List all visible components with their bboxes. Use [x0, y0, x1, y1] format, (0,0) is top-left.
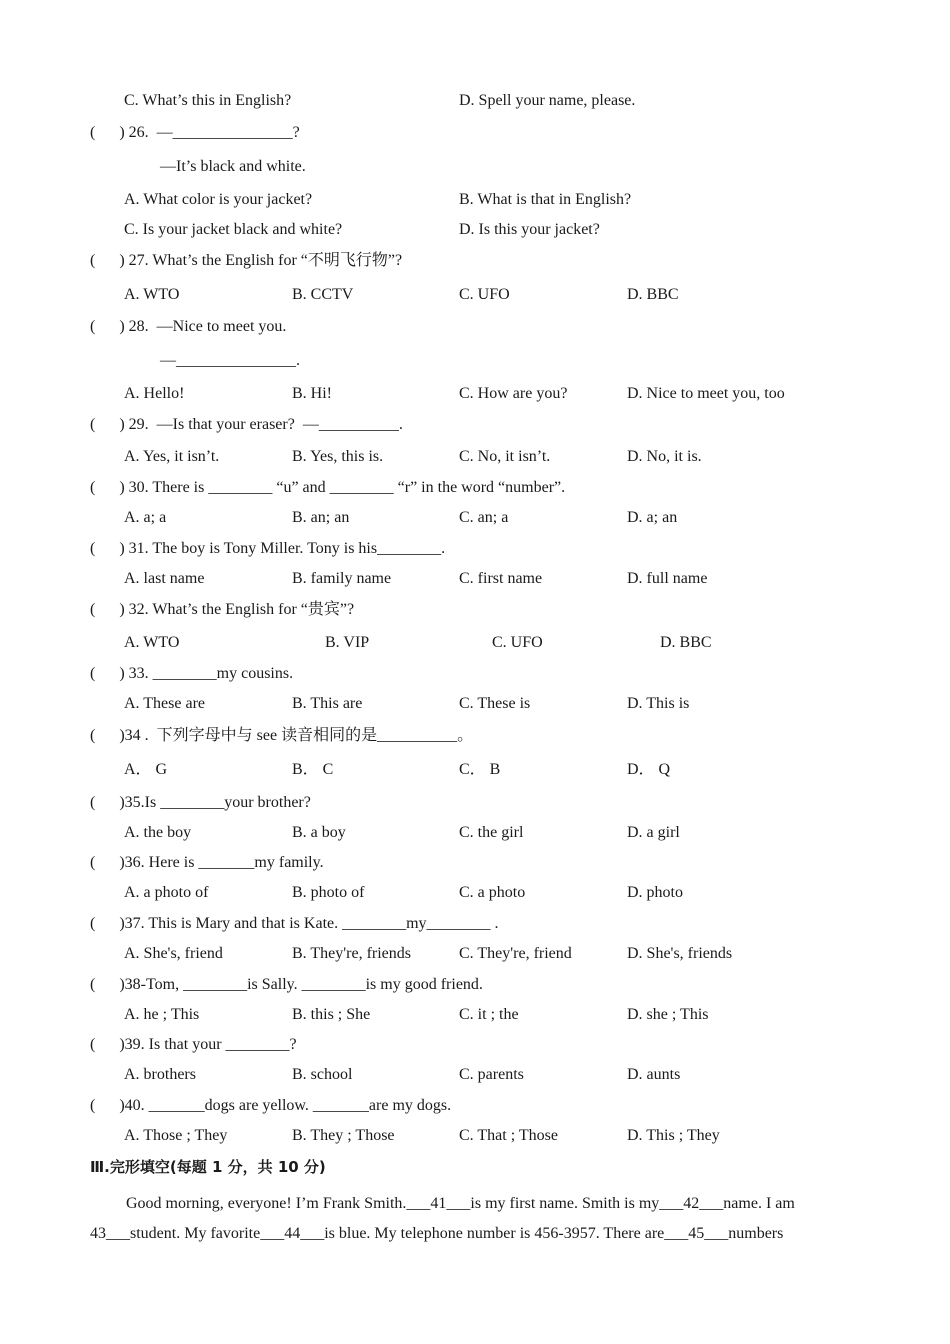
question-37-option-d: D. She's, friends	[627, 945, 733, 962]
question-38-option-c: C. it ; the	[459, 1006, 519, 1023]
cloze-paragraph-line-1: Good morning, everyone! I’m Frank Smith.___41___is my first name. Smith is my___42___name. I am	[126, 1195, 795, 1212]
question-39-stem: ( )39. Is that your ________?	[90, 1036, 297, 1053]
question-26-option-c: C. Is your jacket black and white?	[124, 221, 343, 238]
section-heading: Ⅲ.完形填空(每题 1 分，共 10 分)	[90, 1158, 326, 1176]
question-30-option-d: D. a; an	[627, 509, 678, 526]
question-39-option-b: B. school	[292, 1066, 353, 1083]
question-25-option-d: D. Spell your name, please.	[459, 92, 636, 109]
question-29-option-b: B. Yes, this is.	[292, 448, 384, 465]
question-32-stem: ( ) 32. What’s the English for “贵宾”?	[90, 601, 355, 618]
question-35-option-d: D. a girl	[627, 824, 680, 841]
question-28-option-d: D. Nice to meet you, too	[627, 385, 785, 402]
question-40-option-d: D. This ; They	[627, 1127, 720, 1144]
question-33-option-c: C. These is	[459, 695, 531, 712]
question-26-option-a: A. What color is your jacket?	[124, 191, 313, 208]
question-26-option-d: D. Is this your jacket?	[459, 221, 600, 238]
question-40-option-a: A. Those ; They	[124, 1127, 228, 1144]
question-31-option-b: B. family name	[292, 570, 392, 587]
question-40-option-b: B. They ; Those	[292, 1127, 395, 1144]
question-31-stem: ( ) 31. The boy is Tony Miller. Tony is his________.	[90, 540, 446, 557]
question-29-option-c: C. No, it isn’t.	[459, 448, 551, 465]
question-32-option-a: A. WTO	[124, 634, 180, 651]
question-31-option-a: A. last name	[124, 570, 205, 587]
question-37-option-c: C. They're, friend	[459, 945, 572, 962]
question-30-stem: ( ) 30. There is ________ “u” and ________ “r” in the word “number”.	[90, 479, 566, 496]
question-31-option-d: D. full name	[627, 570, 708, 587]
question-27-stem: ( ) 27. What’s the English for “不明飞行物”?	[90, 252, 403, 269]
question-29-option-d: D. No, it is.	[627, 448, 702, 465]
question-26-option-b: B. What is that in English?	[459, 191, 632, 208]
question-39-option-c: C. parents	[459, 1066, 524, 1083]
question-36-stem: ( )36. Here is _______my family.	[90, 854, 324, 871]
question-38-option-b: B. this ; She	[292, 1006, 371, 1023]
question-26-stem: ( ) 26. —_______________?	[90, 124, 300, 141]
question-27-option-c: C. UFO	[459, 286, 510, 303]
question-34-option-a: A． G	[124, 761, 168, 778]
question-35-option-b: B. a boy	[292, 824, 346, 841]
question-25-option-c: C. What’s this in English?	[124, 92, 292, 109]
question-32-option-d: D. BBC	[660, 634, 712, 651]
question-27-option-a: A. WTO	[124, 286, 180, 303]
question-34-option-b: B． C	[292, 761, 334, 778]
question-34-stem: ( )34 . 下列字母中与 see 读音相同的是__________。	[90, 727, 474, 744]
question-35-option-c: C. the girl	[459, 824, 524, 841]
question-30-option-b: B. an; an	[292, 509, 350, 526]
question-34-option-d: D． Q	[627, 761, 671, 778]
question-38-stem: ( )38-Tom, ________is Sally. ________is my good friend.	[90, 976, 483, 993]
question-32-option-c: C. UFO	[492, 634, 543, 651]
question-40-stem: ( )40. _______dogs are yellow. _______are my dogs.	[90, 1097, 452, 1114]
question-33-option-a: A. These are	[124, 695, 205, 712]
question-34-option-c: C． B	[459, 761, 501, 778]
question-33-stem: ( ) 33. ________my cousins.	[90, 665, 294, 682]
question-37-stem: ( )37. This is Mary and that is Kate. ________my________ .	[90, 915, 499, 932]
question-26-reply: —It’s black and white.	[160, 158, 306, 175]
question-30-option-a: A. a; a	[124, 509, 167, 526]
question-38-option-a: A. he ; This	[124, 1006, 200, 1023]
question-32-option-b: B. VIP	[325, 634, 370, 651]
question-31-option-c: C. first name	[459, 570, 543, 587]
question-36-option-b: B. photo of	[292, 884, 365, 901]
question-37-option-a: A. She's, friend	[124, 945, 223, 962]
question-38-option-d: D. she ; This	[627, 1006, 709, 1023]
question-30-option-c: C. an; a	[459, 509, 509, 526]
question-28-option-b: B. Hi!	[292, 385, 332, 402]
question-36-option-c: C. a photo	[459, 884, 526, 901]
question-29-option-a: A. Yes, it isn’t.	[124, 448, 220, 465]
question-28-stem: ( ) 28. —Nice to meet you.	[90, 318, 287, 335]
question-40-option-c: C. That ; Those	[459, 1127, 558, 1144]
question-36-option-a: A. a photo of	[124, 884, 209, 901]
question-28-option-a: A. Hello!	[124, 385, 185, 402]
question-35-option-a: A. the boy	[124, 824, 192, 841]
question-28-option-c: C. How are you?	[459, 385, 568, 402]
question-27-option-b: B. CCTV	[292, 286, 354, 303]
question-28-reply: —_______________.	[160, 352, 300, 369]
question-39-option-a: A. brothers	[124, 1066, 196, 1083]
question-36-option-d: D. photo	[627, 884, 683, 901]
question-37-option-b: B. They're, friends	[292, 945, 411, 962]
question-35-stem: ( )35.Is ________your brother?	[90, 794, 311, 811]
question-39-option-d: D. aunts	[627, 1066, 681, 1083]
question-33-option-b: B. This are	[292, 695, 363, 712]
question-33-option-d: D. This is	[627, 695, 690, 712]
question-29-stem: ( ) 29. —Is that your eraser? —__________.	[90, 416, 403, 433]
cloze-paragraph-line-2: 43___student. My favorite___44___is blue. My telephone number is 456-3957. There are___45___numbers	[90, 1225, 784, 1242]
question-27-option-d: D. BBC	[627, 286, 679, 303]
